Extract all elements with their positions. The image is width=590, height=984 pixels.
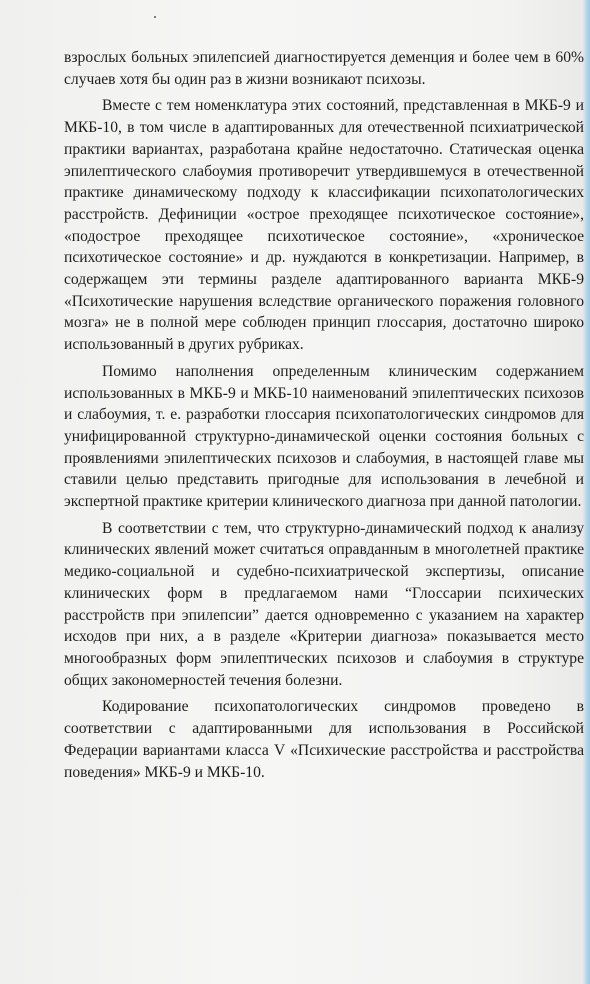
print-speck (154, 16, 156, 18)
paragraph-coding: Кодирование психопатологических синдромов проведено в соответствии с адаптированными для использования в Российской Федерации вариантами класса V «Психические расстройства и расстройства поведения» МКБ-9 и МКБ-10. (64, 698, 584, 781)
paragraph-continuation: взрослых больных эпилепсией диагностируется деменция и более чем в 60% случаев хотя бы один раз в жизни возникают психозы. (64, 49, 584, 88)
paragraph-structural-approach: В соответствии с тем, что структурно-динамический подход к анализу клинических явлений может считаться оправданным в многолетней практике медико-социальной и судебно-психиатрической экспертизы, описание клинических форм в предлагаемом нами “Глоссарии психических расстройств при эпилепсии” дается одновременно с указанием на характер исходов при них, а в разделе «Критерии диагноза» показывается место многообразных форм эпилептических психозов и слабоумия в структуре общих закономерностей течения болезни. (64, 519, 584, 689)
page-body (64, 47, 584, 788)
paragraph-nomenclature: Вместе с тем номенклатура этих состояний, представленная в МКБ-9 и МКБ-10, в том числе в адаптированных для отечественной психиатрической практики вариантах, разработана крайне недостаточно. Статическая оценка эпилептического слабоумия противоречит утвердившемуся в отечественной практике динамическому подходу к классификации психопатологических расстройств. Дефиниции «острое преходящее психотическое состояние», «подострое преходящее психотическое состояние», «хроническое психотическое состояние» и др. нуждаются в конкретизации. Например, в содержащем эти термины разделе адаптированного варианта МКБ-9 «Психотические нарушения вследствие органического поражения головного мозга» не в полной мере соблюден принцип глоссария, достаточно широко использованный в других рубриках. (64, 97, 584, 354)
paragraph-glossary-goal: Помимо наполнения определенным клиническим содержанием использованных в МКБ-9 и МКБ-10 наименований эпилептических психозов и слабоумия, т. е. разработки глоссария психопатологических синдромов для унифицированной структурно-динамической оценки состояния больных с проявлениями эпилептических психозов и слабоумия, в настоящей главе мы ставили целью представить пригодные для использования в лечебной и экспертной практике критерии клинического диагноза при данной патологии. (64, 362, 584, 511)
